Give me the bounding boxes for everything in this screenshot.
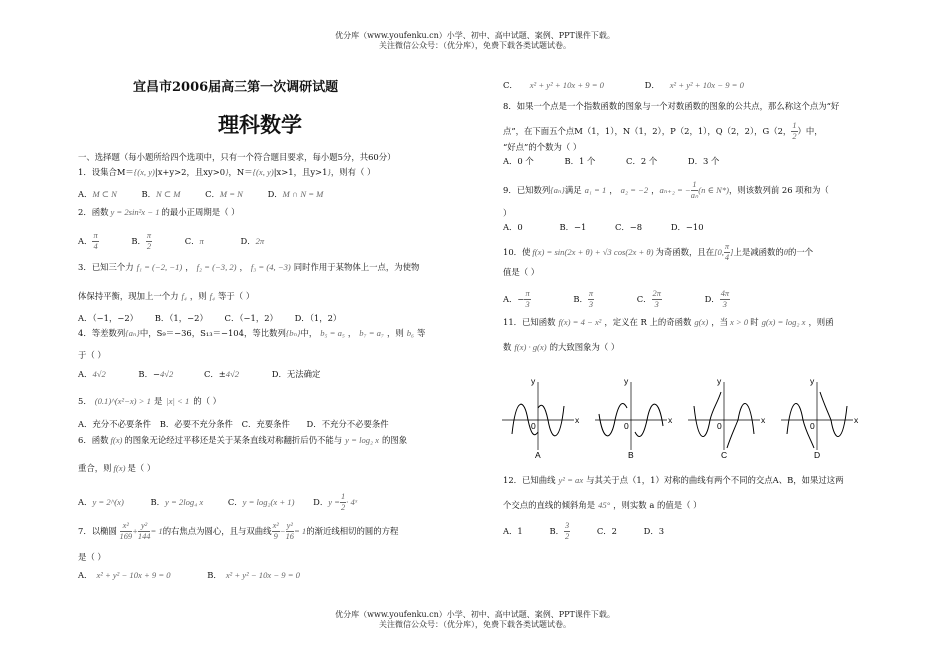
graph-d <box>781 376 859 460</box>
question-8-options: A．0 个 B．1 个 C．2 个 D．3 个 <box>503 156 720 166</box>
graph-c-letter: C <box>721 450 728 460</box>
question-9-options: A．0 B．−1 C．−8 D．−10 <box>503 222 704 232</box>
question-8-line3: “好点”的个数为（ ） <box>503 142 582 152</box>
question-8-line1: 8．如果一个点是一个指数函数的图象与一个对数函数的图象的公共点，那么称这个点为“好 <box>503 101 840 111</box>
question-10-options: A．− $\frac{\pi}{3}$ B． $\frac{\pi}{3}$ C． $\frac{2\pi}{3}$ D． $\frac{4\pi}{3}$ <box>503 289 730 309</box>
question-6-options: A．y = 2^(x) B．y = 2log₄ x C．y = log₂(x + 1) D．y = $\frac{1}{2}$ · 4ˣ <box>78 492 358 512</box>
question-5: 5． (0.1)^(x²−x) > 1 是 |x| < 1 的（ ） <box>78 396 222 406</box>
question-3-line1: 3．已知三个力 f₁ = (−2, −1) ， f₂ = (−3, 2) ， f₃ = (4, −3) 同时作用于某物体上一点，为使物 <box>78 262 420 272</box>
graph-d-letter: D <box>814 450 821 460</box>
graph-d-y-label: y <box>810 376 815 386</box>
question-7-options-cd: C． x² + y² + 10x + 9 = 0 D． x² + y² + 10x − 9 = 0 <box>503 80 744 90</box>
question-7-options-ab: A． x² + y² − 10x + 9 = 0 B． x² + y² − 10x − 9 = 0 <box>78 570 300 580</box>
question-10-line1: 10．使 f(x) = sin(2x + θ) + √3 cos(2x + θ) 为奇函数，且在[0, $\frac{\pi}{4}$ ]上是减函数的θ的一个 <box>503 242 814 262</box>
question-4-line2: 于（ ） <box>78 350 106 360</box>
graph-c-x-label: x <box>761 415 766 425</box>
question-8-line2: 点”，在下面五个点M（1，1），N（1，2），P（2，1），Q（2，2），G（2， $\frac{1}{2}$ ）中， <box>503 121 823 141</box>
page-footer-line1: 优分库（www.youfenku.cn）小学、初中、高中试题、案例、PPT课件下载。 <box>335 610 615 619</box>
graph-b-letter: B <box>628 450 634 460</box>
graph-a-y-label: y <box>531 376 536 386</box>
page-header-line2: 关注微信公众号：（优分库），免费下载各类试题试卷。 <box>379 41 571 50</box>
graph-b-x-label: x <box>668 415 673 425</box>
graph-b-y-label: y <box>624 376 629 386</box>
question-3-line2: 体保持平衡，现加上一个力 f₄ ，则 f₄ 等于（ ） <box>78 291 255 301</box>
question-7-line2: 是（ ） <box>78 552 106 562</box>
question-11-line1: 11．已知函数 f(x) = 4 − x² ，定义在 R 上的奇函数 g(x) ，当 x > 0 时 g(x) = log₂ x ，则函 <box>503 317 834 327</box>
q11-graphs <box>498 372 868 462</box>
graph-d-origin: 0 <box>810 421 815 431</box>
question-6-line2: 重合，则 f(x) 是（ ） <box>78 463 156 473</box>
exam-subject: 理科数学 <box>218 112 302 137</box>
graph-b <box>595 376 673 460</box>
graph-c-y-label: y <box>717 376 722 386</box>
question-10-line2: 值是（ ） <box>503 267 540 277</box>
question-7-line1: 7．以椭圆 $\frac{\text{x²}}{169}$ + $\frac{\text{y²}}{144}$ = 1的右焦点为圆心，且与双曲线 $\frac{\text{x²}}{9}$ − $\frac{\text{y²}}{16}$ = 1的渐近线相切的圆的方程 <box>78 521 399 541</box>
question-1: 1．设集合M＝{(x, y)|x+y>2，且xy>0}，N＝{(x, y)|x>1，且y>1}，则有（ ） <box>78 167 376 177</box>
question-9-line1: 9．已知数列{aₙ}满足 a₁ = 1 ， a₂ = −2 ，aₙ₊₂ = − $\frac{1}{\text{aₙ}}$ (n ∈ N*)，则该数列前 26 项和为（ <box>503 180 829 200</box>
graph-a-origin: 0 <box>531 421 536 431</box>
exam-title: 宜昌市2006届高三第一次调研试题 <box>133 80 339 95</box>
question-12-line1: 12．已知曲线 y² = ax 与其关于点（1，1）对称的曲线有两个不同的交点A、B，如果过这两 <box>503 475 844 485</box>
graph-c <box>688 376 766 460</box>
graph-c-origin: 0 <box>717 421 722 431</box>
page-footer-line2: 关注微信公众号：（优分库），免费下载各类试题试卷。 <box>379 620 571 629</box>
question-3-options: A．（−1，−2） B．（1，−2） C．（−1，2） D．（1，2） <box>78 313 342 323</box>
graph-a <box>502 376 580 460</box>
question-5-options: A．充分不必要条件 B．必要不充分条件 C．充要条件 D．不充分不必要条件 <box>78 419 389 429</box>
question-12-options: A．1 B． $\frac{3}{2}$ C．2 D．3 <box>503 521 665 541</box>
graph-a-x-label: x <box>575 415 580 425</box>
question-9-line2: ） <box>503 208 512 218</box>
question-4-line1: 4．等差数列{aₙ}中，S₉＝−36，S₁₃＝−104，等比数列{bₙ}中， b₅ = a₅ ， b₇ = a₇ ，则 b₆ 等 <box>78 328 426 338</box>
question-6-line1: 6．函数 f(x) 的图象无论经过平移还是关于某条直线对称翻折后仍不能与 y = log₂ x 的图象 <box>78 435 408 445</box>
question-2-options: A． $\frac{\pi}{4}$ B． $\frac{\pi}{2}$ C．π D．2π <box>78 231 265 251</box>
graph-b-origin: 0 <box>624 421 629 431</box>
graph-d-x-label: x <box>854 415 859 425</box>
section-heading: 一、选择题（每小题所给四个选项中，只有一个符合题目要求，每小题5分，共60分） <box>78 152 396 162</box>
question-11-line2: 数 f(x) · g(x) 的大致图象为（ ） <box>503 342 620 352</box>
question-4-options: A．4√2 B．−4√2 C．±4√2 D．无法确定 <box>78 369 321 379</box>
page-header-line1: 优分库（www.youfenku.cn）小学、初中、高中试题、案例、PPT课件下载。 <box>335 31 615 40</box>
graph-a-letter: A <box>535 450 541 460</box>
question-2: 2．函数 y = 2sin²x − 1 的最小正周期是（ ） <box>78 207 240 217</box>
question-1-options: A．M ⊂ N B．N ⊂ M C．M = N D．M ∩ N = M <box>78 189 324 199</box>
question-12-line2: 个交点的直线的倾斜角是 45° ，则实数 a 的值是（ ） <box>503 500 702 510</box>
